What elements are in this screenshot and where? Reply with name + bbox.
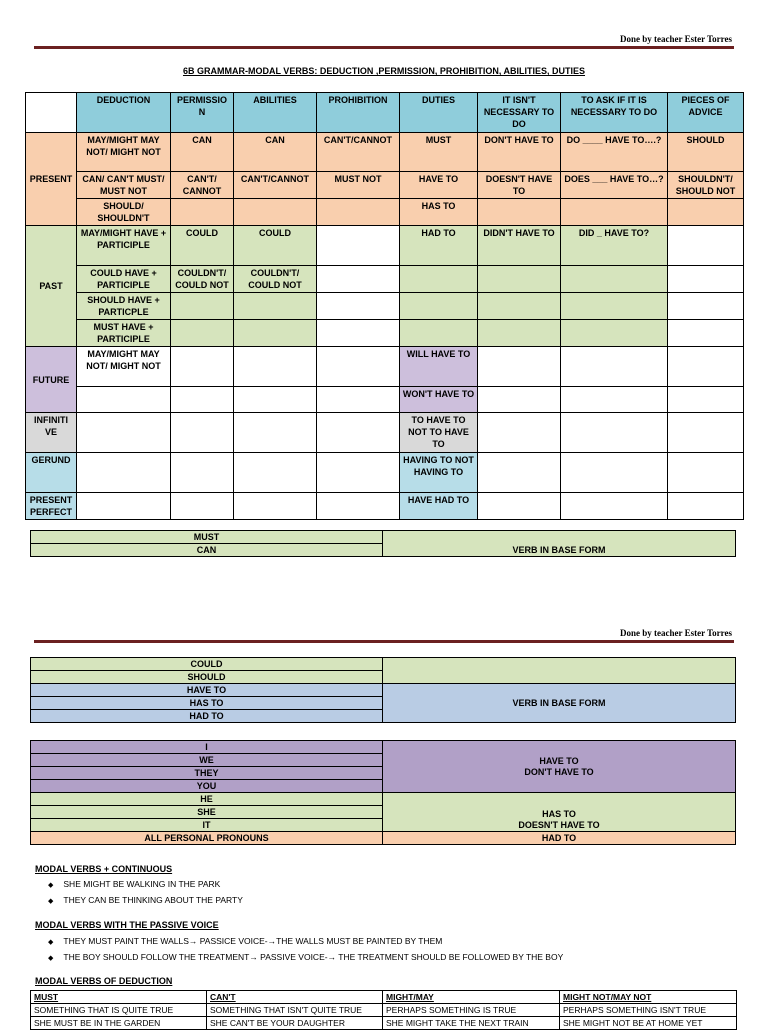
table-cell: MAY/MIGHT HAVE + PARTICIPLE bbox=[77, 226, 171, 266]
base-form-label: VERB IN BASE FORM bbox=[383, 531, 736, 557]
table-cell bbox=[171, 320, 234, 347]
table-cell: PERHAPS SOMETHING IS TRUE bbox=[383, 1004, 560, 1017]
table-cell bbox=[171, 387, 234, 413]
passive-list bbox=[48, 934, 563, 966]
deduction-header-must: MUST bbox=[31, 991, 207, 1004]
table-cell: MUST NOT bbox=[317, 172, 400, 199]
header-rule bbox=[34, 46, 734, 49]
tense-future: FUTURE bbox=[26, 347, 77, 413]
tense-infinitive: INFINITI VE bbox=[26, 413, 77, 453]
table-row bbox=[26, 226, 744, 266]
tense-gerund: GERUND bbox=[26, 453, 77, 493]
table-cell bbox=[561, 320, 668, 347]
table-cell: SHOULD bbox=[668, 133, 744, 172]
table-cell: CAN/ CAN'T MUST/ MUST NOT bbox=[77, 172, 171, 199]
modal-should: SHOULD bbox=[31, 671, 383, 684]
table-cell bbox=[400, 266, 478, 293]
table-cell bbox=[234, 387, 317, 413]
page-title: 6B GRAMMAR-MODAL VERBS: DEDUCTION ,PERMISSION, PROHIBITION, ABILITIES, DUTIES bbox=[182, 66, 586, 76]
pronoun-you: YOU bbox=[31, 780, 383, 793]
table-cell: CAN bbox=[234, 133, 317, 172]
continuous-list bbox=[48, 877, 243, 909]
table-cell bbox=[234, 347, 317, 387]
table-cell: DIDN'T HAVE TO bbox=[478, 226, 561, 266]
pronoun-they: THEY bbox=[31, 767, 383, 780]
table-cell bbox=[668, 320, 744, 347]
table-cell bbox=[171, 413, 234, 453]
tense-present-perfect: PRESENT PERFECT bbox=[26, 493, 77, 520]
table-cell: SHE MUST BE IN THE GARDEN bbox=[31, 1017, 207, 1030]
table-cell bbox=[478, 266, 561, 293]
table-cell bbox=[478, 387, 561, 413]
modal-have-to: HAVE TO bbox=[31, 684, 383, 697]
table-cell bbox=[561, 493, 668, 520]
table-cell bbox=[234, 493, 317, 520]
deduction-header-might-not: MIGHT NOT/MAY NOT bbox=[560, 991, 737, 1004]
table-row bbox=[31, 1017, 737, 1030]
table-cell: CAN'T/CANNOT bbox=[317, 133, 400, 172]
dont-have-to-label: DON'T HAVE TO bbox=[524, 766, 594, 777]
table-header-row bbox=[26, 93, 744, 133]
modal-could: COULD bbox=[31, 658, 383, 671]
table-cell bbox=[317, 387, 400, 413]
table-cell bbox=[668, 347, 744, 387]
table-cell bbox=[317, 293, 400, 320]
table-cell: SOMETHING THAT IS QUITE TRUE bbox=[31, 1004, 207, 1017]
header-abilities: ABILITIES bbox=[234, 93, 317, 133]
table-row bbox=[26, 413, 744, 453]
header-deduction: DEDUCTION bbox=[77, 93, 171, 133]
table-cell: SHOULD HAVE + PARTICPLE bbox=[77, 293, 171, 320]
table-cell bbox=[561, 347, 668, 387]
table-cell: DOES ___ HAVE TO…? bbox=[561, 172, 668, 199]
table-cell bbox=[234, 413, 317, 453]
table-cell: SHOULDN'T/ SHOULD NOT bbox=[668, 172, 744, 199]
table-cell bbox=[668, 387, 744, 413]
table-cell bbox=[478, 493, 561, 520]
table-cell: DON'T HAVE TO bbox=[478, 133, 561, 172]
list-item: ◆ SHE MIGHT BE WALKING IN THE PARK bbox=[48, 877, 243, 893]
table-cell bbox=[561, 453, 668, 493]
corner-cell bbox=[26, 93, 77, 133]
table-row bbox=[26, 453, 744, 493]
table-cell bbox=[77, 493, 171, 520]
pronoun-i: I bbox=[31, 741, 383, 754]
header-advice: PIECES OF ADVICE bbox=[668, 93, 744, 133]
table-cell bbox=[171, 293, 234, 320]
header-not-necessary: IT ISN'T NECESSARY TO DO bbox=[478, 93, 561, 133]
table-cell: CAN'T/CANNOT bbox=[234, 172, 317, 199]
table-cell: SHE MIGHT TAKE THE NEXT TRAIN bbox=[383, 1017, 560, 1030]
table-cell: HAVE TO bbox=[400, 172, 478, 199]
table-cell: TO HAVE TO NOT TO HAVE TO bbox=[400, 413, 478, 453]
table-cell bbox=[317, 266, 400, 293]
table-cell: COULD HAVE + PARTICIPLE bbox=[77, 266, 171, 293]
table-row bbox=[26, 320, 744, 347]
have-to-label: HAVE TO bbox=[539, 755, 579, 766]
pronoun-he: HE bbox=[31, 793, 383, 806]
table-row bbox=[26, 199, 744, 226]
table-row bbox=[26, 347, 744, 387]
table-cell: PERHAPS SOMETHING ISN'T TRUE bbox=[560, 1004, 737, 1017]
table-cell: HAD TO bbox=[400, 226, 478, 266]
has-to-label: HAS TO bbox=[542, 809, 576, 819]
table-cell: COULD bbox=[171, 226, 234, 266]
table-cell bbox=[561, 293, 668, 320]
table-cell: COULD bbox=[234, 226, 317, 266]
table-row bbox=[26, 266, 744, 293]
table-cell bbox=[234, 293, 317, 320]
deduction-header-cant: CAN'T bbox=[207, 991, 383, 1004]
list-item: ◆ THEY MUST PAINT THE WALLS→ PASSICE VOICE-→THE WALLS MUST BE PAINTED BY THEM bbox=[48, 934, 563, 950]
table-cell: MUST bbox=[400, 133, 478, 172]
table-cell: SHE MIGHT NOT BE AT HOME YET bbox=[560, 1017, 737, 1030]
table-cell: MAY/MIGHT MAY NOT/ MIGHT NOT bbox=[77, 133, 171, 172]
modal-had-to: HAD TO bbox=[31, 710, 383, 723]
pronoun-it: IT bbox=[31, 819, 383, 832]
table-cell bbox=[317, 199, 400, 226]
table-cell bbox=[77, 453, 171, 493]
header-prohibition: PROHIBITION bbox=[317, 93, 400, 133]
list-item: ◆ THE BOY SHOULD FOLLOW THE TREATMENT→ PASSIVE VOICE-→ THE TREATMENT SHOULD BE FOLLOWED BY THE BOY bbox=[48, 950, 563, 966]
table-cell: SHOULD/ SHOULDN'T bbox=[77, 199, 171, 226]
table-cell bbox=[171, 493, 234, 520]
table-cell bbox=[171, 199, 234, 226]
has-to-cell bbox=[383, 793, 736, 832]
table-cell bbox=[317, 226, 400, 266]
table-row bbox=[31, 1004, 737, 1017]
table-cell: MUST HAVE + PARTICIPLE bbox=[77, 320, 171, 347]
table-cell bbox=[668, 199, 744, 226]
table-cell bbox=[668, 453, 744, 493]
had-to-label: HAD TO bbox=[383, 832, 736, 845]
continuous-heading: MODAL VERBS + CONTINUOUS bbox=[35, 864, 173, 874]
header-permission: PERMISSIO N bbox=[171, 93, 234, 133]
table-cell bbox=[668, 266, 744, 293]
deduction-header-might: MIGHT/MAY bbox=[383, 991, 560, 1004]
header-rule bbox=[34, 640, 734, 643]
table-cell bbox=[400, 320, 478, 347]
table-cell bbox=[478, 413, 561, 453]
table-cell: SHE CAN'T BE YOUR DAUGHTER bbox=[207, 1017, 383, 1030]
list-item: ◆ THEY CAN BE THINKING ABOUT THE PARTY bbox=[48, 893, 243, 909]
table-cell bbox=[478, 347, 561, 387]
table-cell: MAY/MIGHT MAY NOT/ MIGHT NOT bbox=[77, 347, 171, 387]
table-row bbox=[26, 493, 744, 520]
table-cell bbox=[234, 320, 317, 347]
have-to-cell bbox=[383, 741, 736, 793]
table-cell bbox=[317, 453, 400, 493]
table-cell bbox=[234, 199, 317, 226]
table-cell: HAVE HAD TO bbox=[400, 493, 478, 520]
table-cell bbox=[77, 387, 171, 413]
table-cell: CAN bbox=[171, 133, 234, 172]
pronoun-table bbox=[30, 740, 736, 845]
base-form-table-1 bbox=[30, 530, 736, 557]
passive-heading: MODAL VERBS WITH THE PASSIVE VOICE bbox=[35, 920, 219, 930]
table-cell bbox=[561, 266, 668, 293]
table-cell bbox=[77, 413, 171, 453]
table-cell: DID _ HAVE TO? bbox=[561, 226, 668, 266]
all-pronouns: ALL PERSONAL PRONOUNS bbox=[31, 832, 383, 845]
header-ask-necessary: TO ASK IF IT IS NECESSARY TO DO bbox=[561, 93, 668, 133]
table-row bbox=[26, 133, 744, 172]
table-row bbox=[26, 293, 744, 320]
table-cell bbox=[234, 453, 317, 493]
table-cell: CAN'T/ CANNOT bbox=[171, 172, 234, 199]
table-cell: WILL HAVE TO bbox=[400, 347, 478, 387]
table-cell bbox=[668, 293, 744, 320]
pronoun-she: SHE bbox=[31, 806, 383, 819]
teacher-credit: Done by teacher Ester Torres bbox=[620, 628, 732, 638]
modal-can: CAN bbox=[31, 544, 383, 557]
table-cell bbox=[668, 226, 744, 266]
table-cell bbox=[317, 347, 400, 387]
base-form-table-2 bbox=[30, 657, 736, 723]
modal-must: MUST bbox=[31, 531, 383, 544]
table-cell: DO ____ HAVE TO….? bbox=[561, 133, 668, 172]
table-cell bbox=[561, 199, 668, 226]
table-cell bbox=[668, 493, 744, 520]
table-cell: HAVING TO NOT HAVING TO bbox=[400, 453, 478, 493]
table-cell bbox=[478, 320, 561, 347]
tense-past: PAST bbox=[26, 226, 77, 347]
modal-has-to: HAS TO bbox=[31, 697, 383, 710]
table-cell bbox=[478, 199, 561, 226]
table-cell bbox=[171, 347, 234, 387]
table-cell bbox=[317, 493, 400, 520]
table-cell bbox=[668, 413, 744, 453]
table-cell: SOMETHING THAT ISN'T QUITE TRUE bbox=[207, 1004, 383, 1017]
table-cell: WON'T HAVE TO bbox=[400, 387, 478, 413]
base-form-label: VERB IN BASE FORM bbox=[383, 684, 736, 723]
table-cell bbox=[561, 387, 668, 413]
table-cell bbox=[171, 453, 234, 493]
deduction-table bbox=[30, 990, 737, 1030]
doesnt-have-to-label: DOESN'T HAVE TO bbox=[518, 820, 600, 830]
teacher-credit: Done by teacher Ester Torres bbox=[620, 34, 732, 44]
modal-verbs-table bbox=[25, 92, 744, 520]
table-cell bbox=[478, 453, 561, 493]
table-cell: DOESN'T HAVE TO bbox=[478, 172, 561, 199]
deduction-heading: MODAL VERBS OF DEDUCTION bbox=[35, 976, 173, 986]
table-row bbox=[26, 387, 744, 413]
green-spacer bbox=[383, 658, 736, 684]
table-cell: HAS TO bbox=[400, 199, 478, 226]
table-cell bbox=[561, 413, 668, 453]
table-cell bbox=[317, 413, 400, 453]
table-cell: COULDN'T/ COULD NOT bbox=[171, 266, 234, 293]
table-row bbox=[26, 172, 744, 199]
tense-present: PRESENT bbox=[26, 133, 77, 226]
table-cell bbox=[400, 293, 478, 320]
table-cell: COULDN'T/ COULD NOT bbox=[234, 266, 317, 293]
pronoun-we: WE bbox=[31, 754, 383, 767]
header-duties: DUTIES bbox=[400, 93, 478, 133]
table-cell bbox=[478, 293, 561, 320]
table-cell bbox=[317, 320, 400, 347]
